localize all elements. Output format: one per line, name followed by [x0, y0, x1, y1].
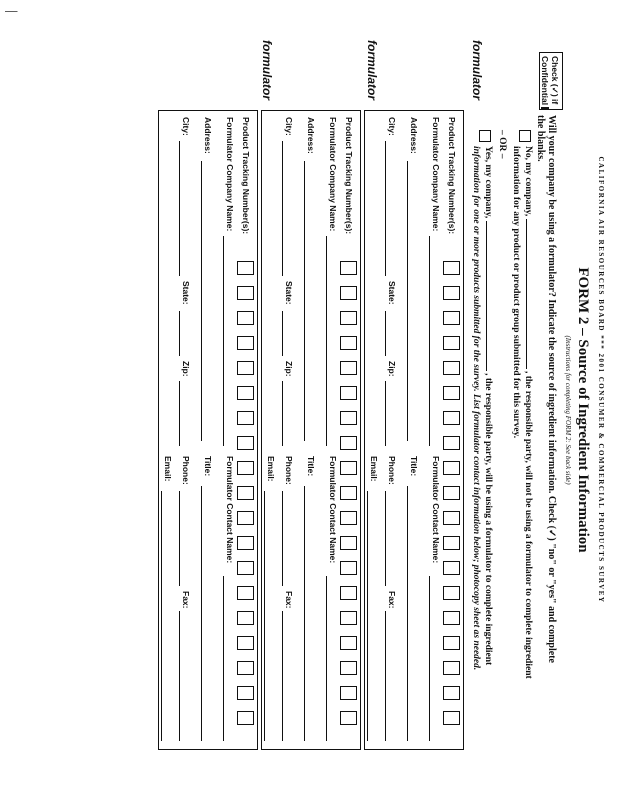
tracking-number-cell[interactable] — [443, 361, 460, 375]
city-field[interactable] — [179, 141, 180, 276]
title-label: Title: — [409, 456, 419, 477]
email-label: Email: — [163, 456, 173, 482]
title-label: Title: — [203, 456, 213, 477]
tracking-number-cell[interactable] — [443, 311, 460, 325]
tracking-number-cell[interactable] — [340, 686, 357, 700]
option-yes-line1 — [483, 146, 493, 665]
tracking-label: Product Tracking Number(s): — [344, 117, 354, 235]
option-yes-line1-a: Yes, my company, — [483, 146, 493, 219]
phone-field[interactable] — [385, 491, 386, 586]
tracking-number-cell[interactable] — [237, 386, 254, 400]
tracking-number-cell[interactable] — [443, 436, 460, 450]
option-no-line1-a: No, my company, — [523, 146, 533, 217]
tracking-number-cell[interactable] — [340, 561, 357, 575]
company-label: Formulator Company Name: — [225, 117, 235, 232]
tracking-number-cell[interactable] — [443, 486, 460, 500]
company-name-field[interactable] — [223, 236, 224, 446]
fax-label: Fax: — [387, 591, 397, 609]
fax-field[interactable] — [385, 611, 386, 741]
tracking-number-cell[interactable] — [237, 611, 254, 625]
contact-label: Formulator Contact Name: — [328, 456, 338, 564]
address-label: Address: — [203, 117, 213, 154]
tracking-number-cell[interactable] — [237, 361, 254, 375]
email-label: Email: — [369, 456, 379, 482]
tracking-number-cell[interactable] — [237, 411, 254, 425]
option-yes-line1-b: , the responsible party, will be using a formulator to complete ingredient — [483, 373, 493, 666]
zip-label: Zip: — [387, 361, 397, 377]
tracking-number-cell[interactable] — [443, 286, 460, 300]
city-label: City: — [387, 117, 397, 136]
tracking-number-cell[interactable] — [237, 586, 254, 600]
no-checkbox[interactable] — [519, 130, 531, 142]
zip-label: Zip: — [284, 361, 294, 377]
email-field[interactable] — [264, 491, 265, 741]
confidential-line1: Check (✓) if — [550, 56, 560, 105]
fax-field[interactable] — [282, 611, 283, 741]
tracking-number-cell[interactable] — [340, 536, 357, 550]
tracking-number-cell[interactable] — [443, 261, 460, 275]
formulator-label-2: formulator — [365, 40, 379, 100]
form-title: FORM 2 – Source of Ingredient Information — [575, 267, 591, 553]
tracking-number-cell[interactable] — [340, 411, 357, 425]
address-field[interactable] — [407, 161, 408, 441]
formulator-block-3 — [158, 110, 258, 750]
tracking-number-cell[interactable] — [237, 336, 254, 350]
tracking-number-cell[interactable] — [443, 611, 460, 625]
tracking-number-cell[interactable] — [443, 561, 460, 575]
or-separator: – OR – — [497, 130, 507, 159]
tracking-number-cell[interactable] — [443, 586, 460, 600]
tracking-number-cell[interactable] — [237, 536, 254, 550]
state-label: State: — [284, 281, 294, 305]
tracking-number-cell[interactable] — [443, 386, 460, 400]
contact-label: Formulator Contact Name: — [225, 456, 235, 564]
formulator-label-3: formulator — [260, 40, 274, 100]
zip-field[interactable] — [282, 381, 283, 446]
tracking-number-cell[interactable] — [443, 511, 460, 525]
tracking-number-cell[interactable] — [443, 336, 460, 350]
state-label: State: — [181, 281, 191, 305]
confidential-checkbox[interactable] — [541, 107, 549, 109]
tracking-number-cell[interactable] — [237, 711, 254, 725]
city-label: City: — [284, 117, 294, 136]
formulator-block-1 — [364, 110, 464, 750]
phone-label: Phone: — [284, 456, 294, 485]
tracking-number-cell[interactable] — [443, 461, 460, 475]
option-no-line2: information for any product or product group submitted for this survey. — [511, 146, 521, 439]
tracking-number-cell[interactable] — [340, 461, 357, 475]
company-name-field[interactable] — [429, 236, 430, 446]
address-label: Address: — [409, 117, 419, 154]
zip-label: Zip: — [181, 361, 191, 377]
tracking-number-cell[interactable] — [237, 561, 254, 575]
state-label: State: — [387, 281, 397, 305]
tracking-number-cell[interactable] — [340, 386, 357, 400]
tracking-number-cell[interactable] — [237, 311, 254, 325]
formulator-question: Will your company be using a formulator? Indicate the source of ingredient information. Check (✓) "no" or "yes" and complete the blanks. — [535, 115, 557, 663]
survey-header: CALIFORNIA AIR RESOURCES BOARD *** 2001 CONSUMER & COMMERCIAL PRODUCTS SURVEY — [597, 156, 605, 604]
tracking-number-cell[interactable] — [340, 586, 357, 600]
fax-label: Fax: — [181, 591, 191, 609]
city-field[interactable] — [282, 141, 283, 276]
company-name-field[interactable] — [326, 236, 327, 446]
phone-field[interactable] — [179, 491, 180, 586]
address-label: Address: — [306, 117, 316, 154]
tracking-number-cell[interactable] — [237, 686, 254, 700]
tracking-number-cell[interactable] — [237, 261, 254, 275]
fax-label: Fax: — [284, 591, 294, 609]
option-yes-line2: information for one or more products submitted for the survey. List formulator contact information below; photocopy sheet as needed. — [471, 146, 481, 671]
yes-company-field[interactable] — [486, 221, 487, 371]
title-label: Title: — [306, 456, 316, 477]
contact-name-field[interactable] — [429, 576, 430, 741]
tracking-number-cell[interactable] — [443, 661, 460, 675]
phone-label: Phone: — [387, 456, 397, 485]
tracking-number-cell[interactable] — [237, 661, 254, 675]
form-subtitle: (Instructions for completing FORM 2: See back side) — [564, 335, 572, 485]
state-field[interactable] — [179, 311, 180, 356]
contact-name-field[interactable] — [326, 576, 327, 741]
email-field[interactable] — [161, 491, 162, 741]
tracking-number-cell[interactable] — [340, 361, 357, 375]
tracking-number-cell[interactable] — [340, 661, 357, 675]
yes-checkbox[interactable] — [479, 130, 491, 142]
confidential-line2: Confidential — [540, 56, 550, 106]
tracking-number-cell[interactable] — [443, 636, 460, 650]
tracking-number-cell[interactable] — [237, 436, 254, 450]
state-field[interactable] — [385, 311, 386, 356]
contact-name-field[interactable] — [223, 576, 224, 741]
tracking-number-cell[interactable] — [237, 461, 254, 475]
formulator-block-2 — [261, 110, 361, 750]
tracking-label: Product Tracking Number(s): — [447, 117, 457, 235]
formulator-label-1: formulator — [470, 40, 484, 100]
tracking-label: Product Tracking Number(s): — [241, 117, 251, 235]
tracking-number-cell[interactable] — [340, 286, 357, 300]
zip-field[interactable] — [179, 381, 180, 446]
page-mark: | — [4, 10, 19, 13]
title-field[interactable] — [407, 486, 408, 741]
title-field[interactable] — [304, 486, 305, 741]
tracking-number-cell[interactable] — [340, 436, 357, 450]
tracking-number-cell[interactable] — [443, 411, 460, 425]
tracking-number-cell[interactable] — [443, 686, 460, 700]
no-company-field[interactable] — [526, 219, 527, 369]
contact-label: Formulator Contact Name: — [431, 456, 441, 564]
city-field[interactable] — [385, 141, 386, 276]
zip-field[interactable] — [385, 381, 386, 446]
tracking-number-cell[interactable] — [237, 486, 254, 500]
tracking-number-cell[interactable] — [340, 261, 357, 275]
option-no-line1-b: , the responsible party, will not be using a formulator to complete ingredient — [523, 370, 533, 679]
address-field[interactable] — [304, 161, 305, 441]
tracking-number-cell[interactable] — [340, 711, 357, 725]
option-no-line1 — [523, 146, 533, 679]
tracking-number-cell[interactable] — [443, 711, 460, 725]
tracking-number-cell[interactable] — [340, 486, 357, 500]
tracking-number-cell[interactable] — [443, 536, 460, 550]
phone-field[interactable] — [282, 491, 283, 586]
state-field[interactable] — [282, 311, 283, 356]
fax-field[interactable] — [179, 611, 180, 741]
tracking-number-cell[interactable] — [340, 636, 357, 650]
address-field[interactable] — [201, 161, 202, 441]
tracking-number-cell[interactable] — [340, 511, 357, 525]
tracking-number-cell[interactable] — [340, 311, 357, 325]
city-label: City: — [181, 117, 191, 136]
email-field[interactable] — [367, 491, 368, 741]
tracking-number-cell[interactable] — [340, 611, 357, 625]
tracking-number-cell[interactable] — [237, 636, 254, 650]
company-label: Formulator Company Name: — [431, 117, 441, 232]
tracking-number-cell[interactable] — [237, 511, 254, 525]
company-label: Formulator Company Name: — [328, 117, 338, 232]
email-label: Email: — [266, 456, 276, 482]
tracking-number-cell[interactable] — [340, 336, 357, 350]
tracking-number-cell[interactable] — [237, 286, 254, 300]
title-field[interactable] — [201, 486, 202, 741]
phone-label: Phone: — [181, 456, 191, 485]
confidential-checkbox-box[interactable] — [539, 52, 563, 110]
